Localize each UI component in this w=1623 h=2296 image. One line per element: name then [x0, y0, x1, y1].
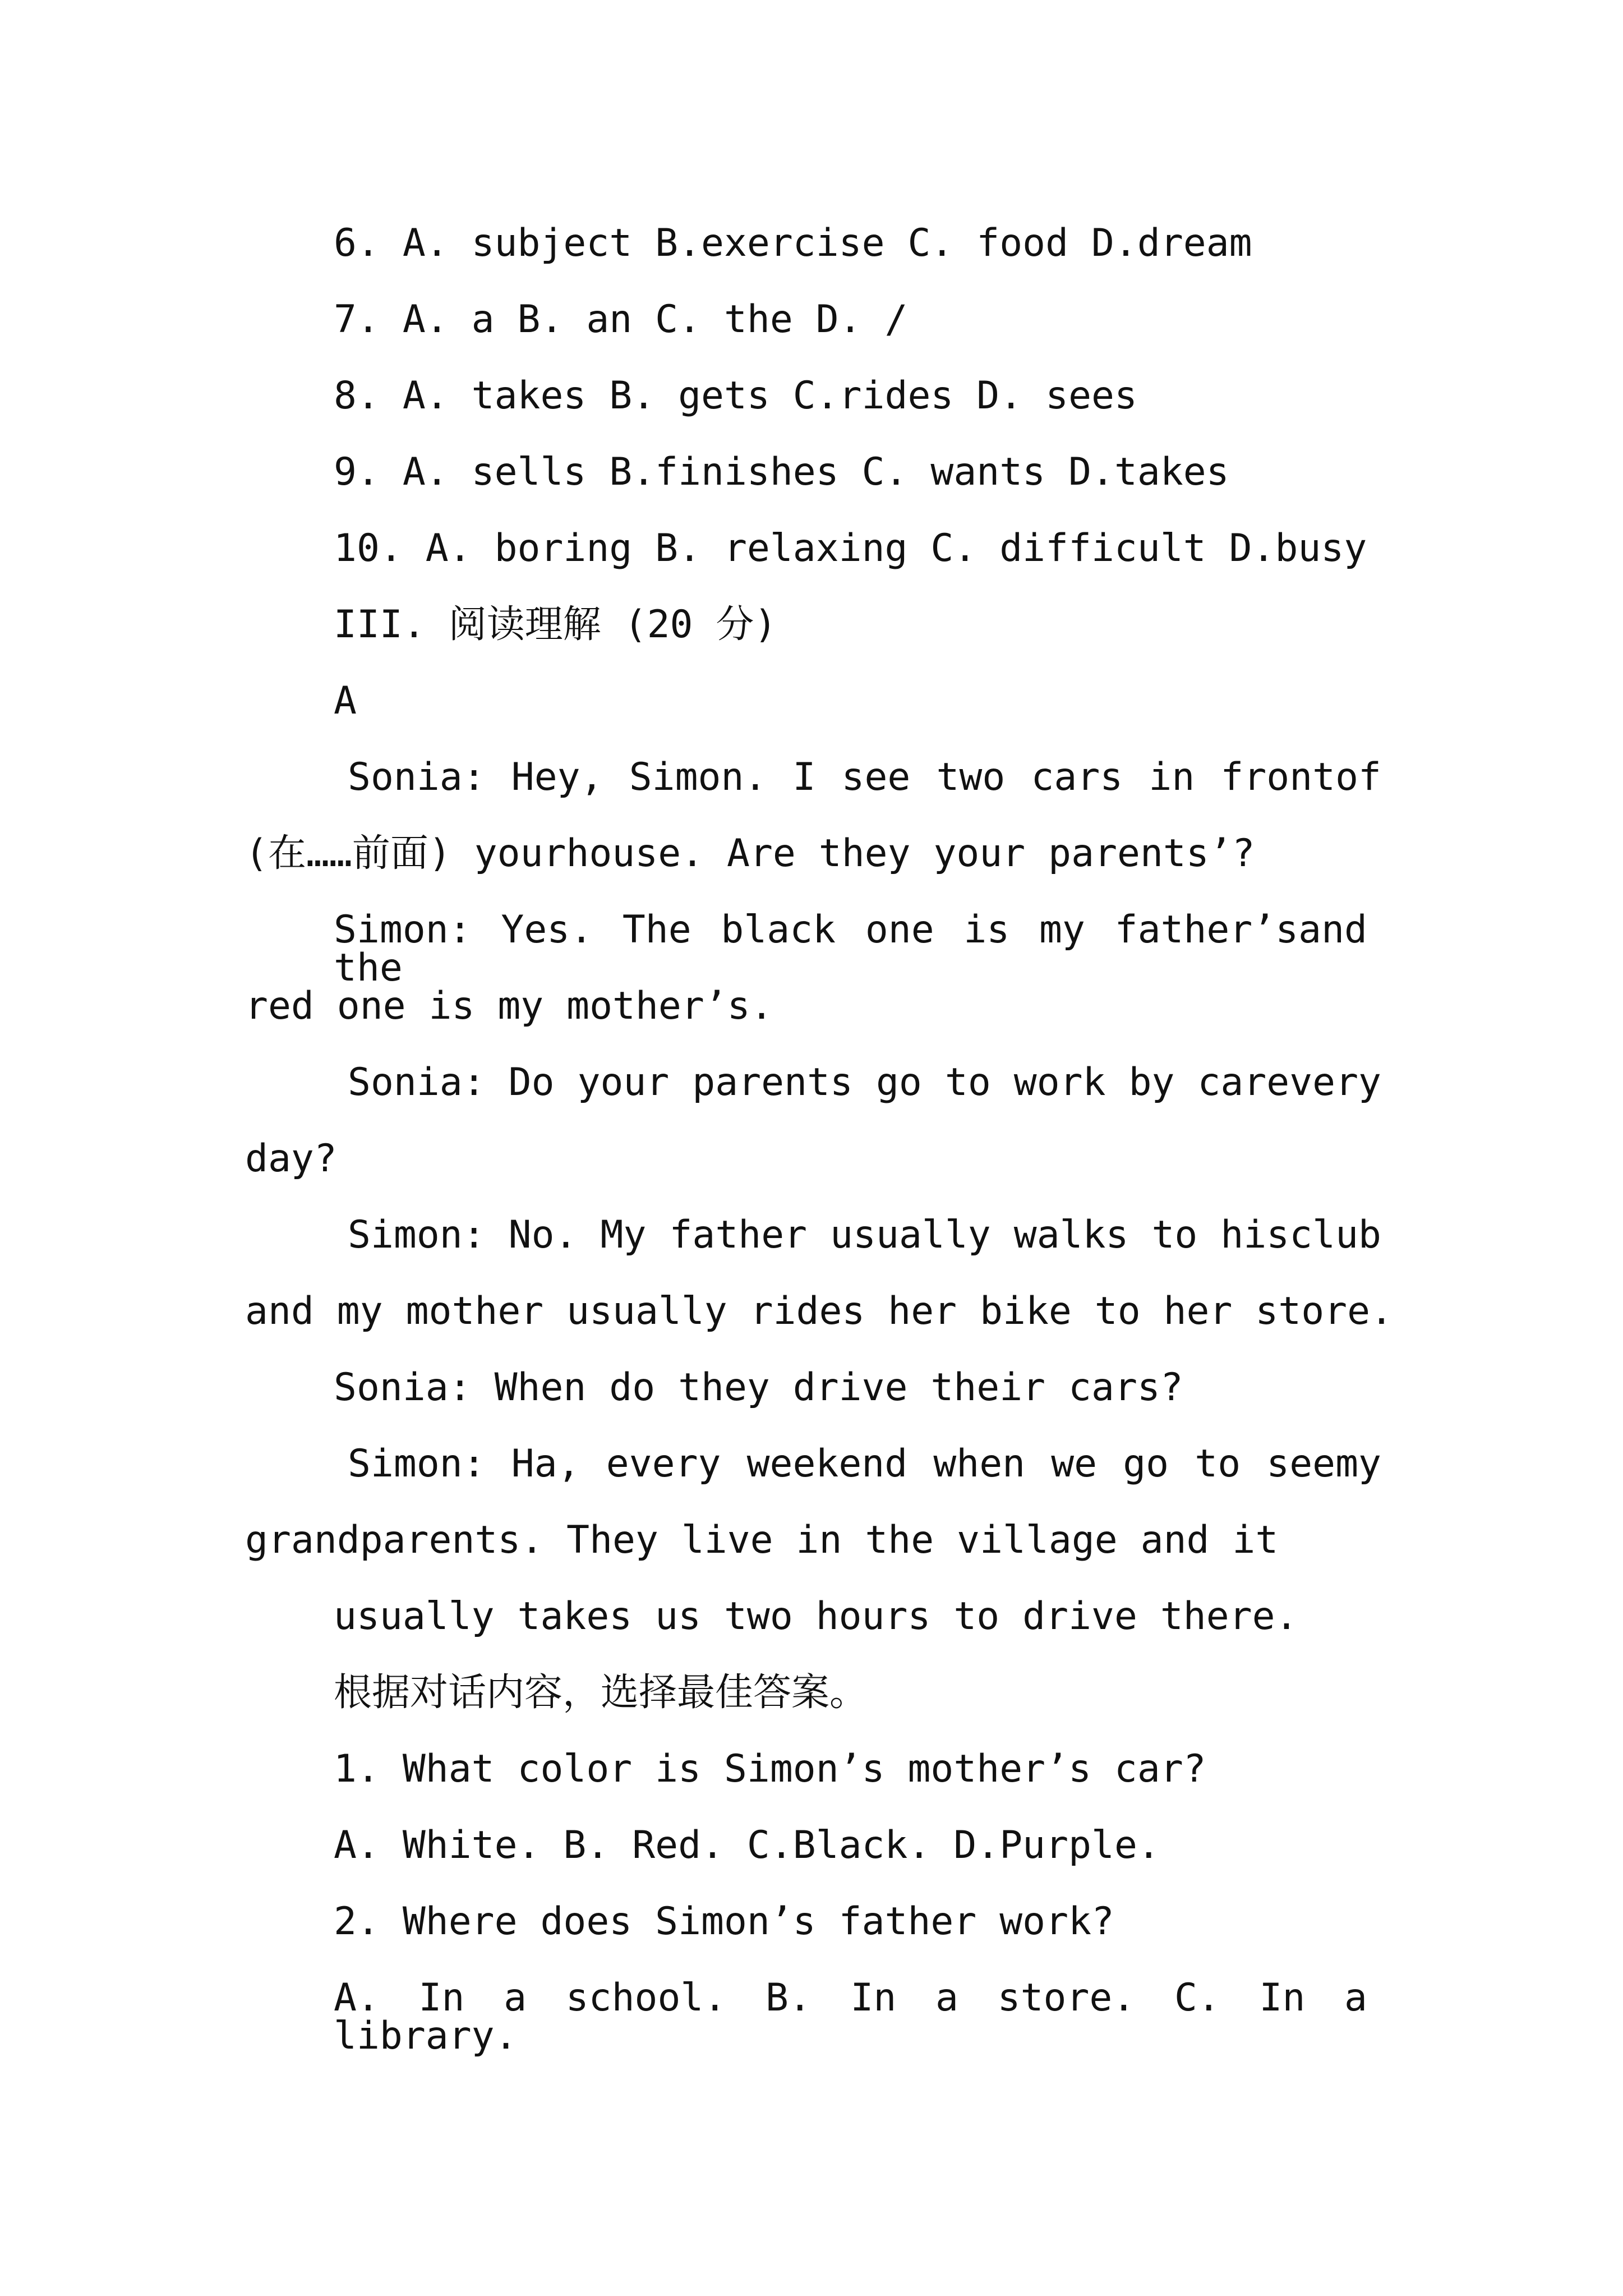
dialogue-line: and my mother usually rides her bike to her store. [245, 1289, 1393, 1333]
option-line-10: 10. A. boring B. relaxing C. difficult D.busy [334, 526, 1367, 570]
option-line-6: 6. A. subject B.exercise C. food D.dream [334, 221, 1252, 265]
dialogue-line: Sonia: Do your parents go to work by carevery [348, 1060, 1381, 1105]
question-2: 2. Where does Simon’s father work? [334, 1899, 1114, 1944]
option-line-9: 9. A. sells B.finishes C. wants D.takes [334, 450, 1229, 494]
question-1-options: A. White. B. Red. C.Black. D.Purple. [334, 1823, 1160, 1867]
dialogue-line: usually takes us two hours to drive there. [334, 1594, 1298, 1639]
section-heading: III. 阅读理解 (20 分) [334, 602, 777, 647]
dialogue-line: grandparents. They live in the village and it [245, 1518, 1279, 1562]
option-line-8: 8. A. takes B. gets C.rides D. sees [334, 374, 1137, 418]
instruction-text: 根据对话内容，选择最佳答案。 [334, 1671, 868, 1715]
option-line-7: 7. A. a B. an C. the D. / [334, 297, 908, 342]
dialogue-line: Simon: No. My father usually walks to hisclub [348, 1213, 1381, 1257]
dialogue-line: day? [245, 1137, 337, 1181]
dialogue-line: Simon: Yes. The black one is my father’sand the [334, 908, 1367, 990]
question-2-options: A. In a school. B. In a store. C. In a library. [334, 1976, 1367, 2058]
dialogue-line: Sonia: Hey, Simon. I see two cars in frontof [348, 755, 1381, 799]
dialogue-line: red one is my mother’s. [245, 984, 773, 1028]
question-1: 1. What color is Simon’s mother’s car? [334, 1747, 1206, 1791]
dialogue-line: Simon: Ha, every weekend when we go to seemy [348, 1442, 1381, 1486]
dialogue-line: Sonia: When do they drive their cars? [334, 1365, 1183, 1410]
part-label: A [334, 679, 357, 723]
dialogue-line: (在……前面) yourhouse. Are they your parents’? [245, 831, 1255, 876]
